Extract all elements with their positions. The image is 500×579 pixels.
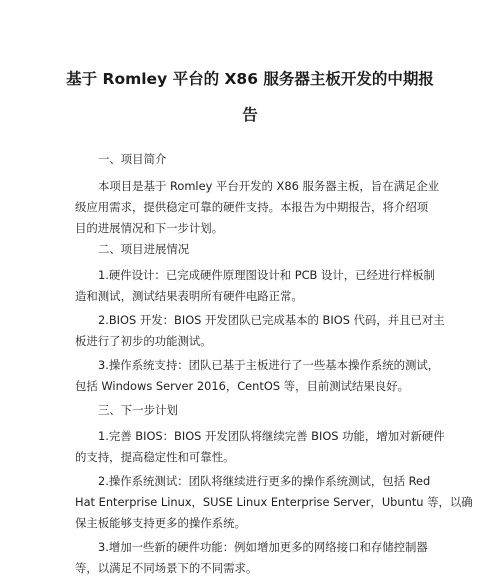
progress-item-os [75,355,440,397]
plan-bios-line-1: 1.完善 BIOS：BIOS 开发团队将继续完善 BIOS 功能，增加对新硬件 [98,429,445,443]
intro-line-1: 本项目是基于 Romley 平台开发的 X86 服务器主板，旨在满足企业 [98,179,440,193]
plan-item-hardware [75,537,435,579]
plan-hardware-line-1: 3.增加一些新的硬件功能：例如增加更多的网络接口和存储控制器 [98,540,428,554]
intro-paragraph [75,176,440,239]
progress-item-hardware [75,265,435,307]
intro-line-3: 目的进展情况和下一步计划。 [75,221,224,235]
plan-bios-line-2: 的支持，提高稳定性和可靠性。 [75,450,235,464]
plan-os-line-2: Hat Enterprise Linux，SUSE Linux Enterprise Server，Ubuntu 等，以确 [75,495,473,509]
progress-bios-line-1: 2.BIOS 开发：BIOS 开发团队已完成基本的 BIOS 代码，并且已对主 [98,313,445,327]
section-heading-intro: 一、项目简介 [98,152,167,166]
progress-os-line-1: 3.操作系统支持：团队已基于主板进行了一些基本操作系统的测试， [98,358,440,372]
plan-os-line-3: 保主板能够支持更多的操作系统。 [75,516,246,530]
plan-os-line-1: 2.操作系统测试：团队将继续进行更多的操作系统测试，包括 Red [98,474,431,488]
document-title [60,64,440,130]
plan-item-bios [75,426,445,468]
intro-line-2: 级应用需求，提供稳定可靠的硬件支持。本报告为中期报告，将介绍项 [75,200,429,214]
title-line-2: 告 [242,106,258,124]
section-heading-progress: 二、项目进展情况 [98,242,190,256]
progress-bios-line-2: 板进行了初步的功能测试。 [75,334,212,348]
progress-os-line-2: 包括 Windows Server 2016，CentOS 等，目前测试结果良好。 [75,379,409,393]
progress-item-bios [75,310,445,352]
progress-hardware-line-1: 1.硬件设计：已完成硬件原理图设计和 PCB 设计，已经进行样板制 [98,268,435,282]
title-line-1: 基于 Romley 平台的 X86 服务器主板开发的中期报 [66,70,434,88]
plan-item-os-testing [75,471,473,534]
section-heading-plans: 三、下一步计划 [98,403,178,417]
progress-hardware-line-2: 造和测试，测试结果表明所有硬件电路正常。 [75,289,303,303]
plan-hardware-line-2: 等，以满足不同场景下的不同需求。 [75,561,258,575]
